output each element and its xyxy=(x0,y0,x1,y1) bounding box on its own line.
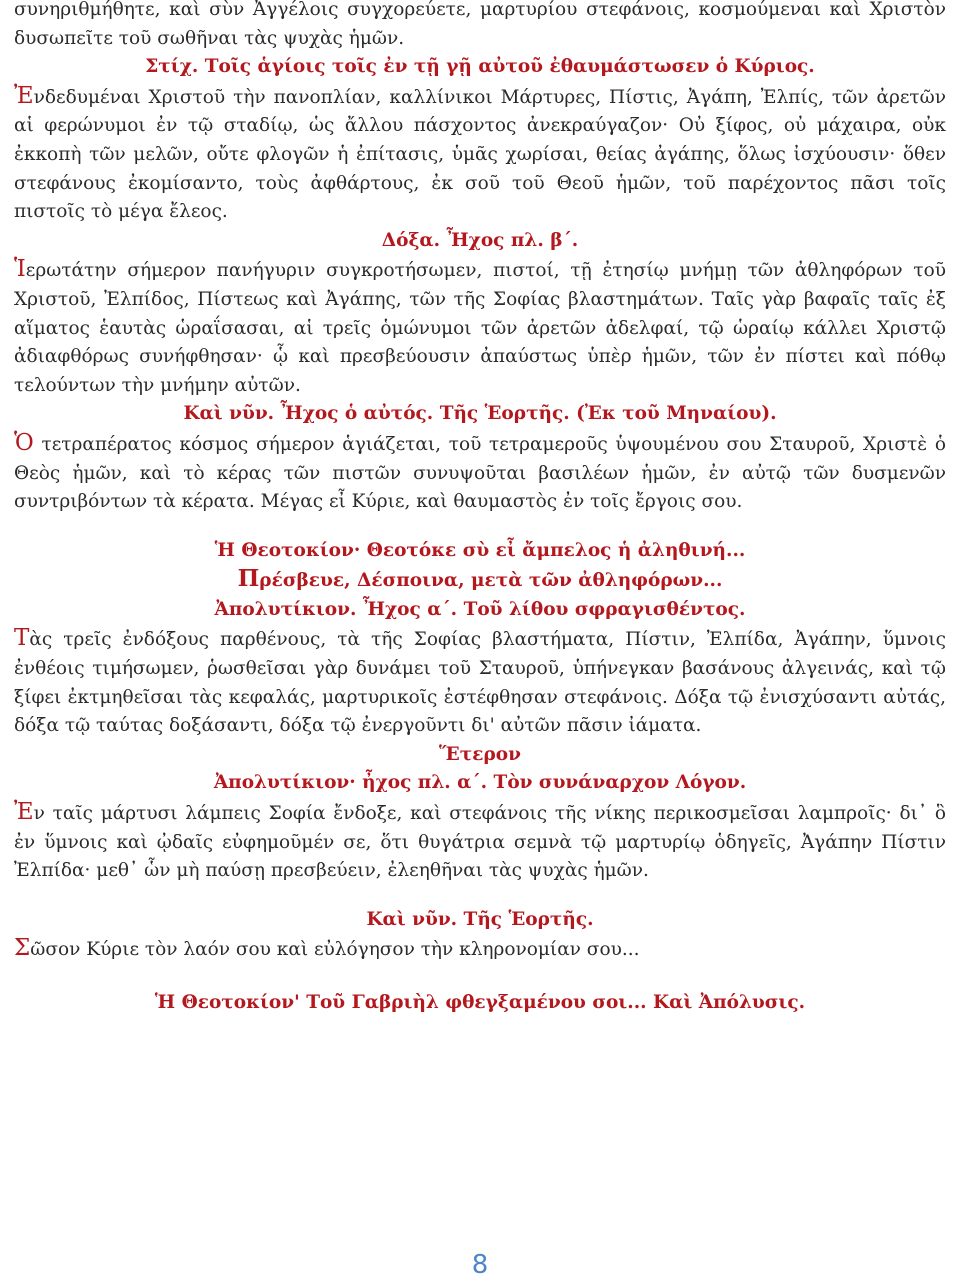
drop-initial: Ἐ xyxy=(14,82,34,109)
spacer xyxy=(14,965,946,989)
rubric-heading: Στίχ. Τοῖς ἁγίοις τοῖς ἐν τῇ γῇ αὐτοῦ ἐθαυμάστωσεν ὁ Κύριος. xyxy=(145,56,815,78)
rubric-heading: Δόξα. Ἦχος πλ. β΄. xyxy=(381,229,579,251)
rubric-heading: Ἀπολυτίκιον· ἦχος πλ. α΄. Τὸν συνάναρχον Λόγον. xyxy=(213,772,747,794)
drop-initial: Ἱ xyxy=(14,256,26,283)
drop-initial: Ἐ xyxy=(14,799,34,826)
rubric-heading: Πρέσβευε, Δέσποινα, μετὰ τῶν ἀθληφόρων... xyxy=(237,565,723,593)
text-paragraph: Σῶσον Κύριε τὸν λαόν σου καὶ εὐλόγησον τὴν κληρονομίαν σου... xyxy=(14,935,640,962)
spacer xyxy=(14,517,946,537)
text-paragraph: Τὰς τρεῖς ἐνδόξους παρθένους, τὰ τῆς Σοφίας βλαστήματα, Πίστιν, Ἐλπίδα, Ἀγάπην, ὕμνοις ἐνθέοις τιμήσωμεν, ῥωσθεῖσαι γὰρ δυνάμει τοῦ Σταυροῦ, ὑπήνεγκαν βασάνους ἀλγεινάς, καὶ τῷ ξίφει ἐκτμηθεῖσαι τὰς κεφαλάς, μαρτυρικοῖς ἐστέφθησαν στεφάνοις. Δόξα τῷ ἐνισχύσαντι αὐτάς, δόξα τῷ ταύτας δοξάσαντι, δόξα τῷ ἐνεργοῦντι δι' αὐτῶν πᾶσιν ἰάματα. xyxy=(14,625,946,737)
text-paragraph: Ἱερωτάτην σήμερον πανήγυριν συγκροτήσωμεν, πιστοί, τῇ ἐτησίῳ μνήμῃ τῶν ἀθληφόρων τοῦ Χριστοῦ, Ἐλπίδος, Πίστεως καὶ Ἀγάπης, τῶν τῆς Σοφίας βλαστημάτων. Ταῖς γὰρ βαφαῖς ταῖς ἐξ αἵματος ἑαυτὰς ὡραΐσασαι, αἱ τρεῖς ὁμώνυμοι τῶν ἀρετῶν ἀδελφαί, τῷ ὡραίῳ κάλλει Χριστῷ ἀδιαφθόρως συνήφθησαν· ᾧ καὶ πρεσβεύουσιν ἀπαύστως ὑπὲρ ἡμῶν, τῶν ἐν πίστει καὶ πόθῳ τελούντων τὴν μνήμην αὐτῶν. xyxy=(14,256,946,396)
page-number: 8 xyxy=(471,1250,489,1280)
text-paragraph: συνηριθμήθητε, καὶ σὺν Ἀγγέλοις συγχορεύετε, μαρτυρίου στεφάνοις, κοσμούμεναι καὶ Χριστὸν δυσωπεῖτε τοῦ σωθῆναι τὰς ψυχὰς ἡμῶν. xyxy=(14,0,946,49)
rubric-heading: Ἀπολυτίκιον. Ἦχος α΄. Τοῦ λίθου σφραγισθέντος. xyxy=(214,598,746,620)
text-paragraph: Ἐνδεδυμέναι Χριστοῦ τὴν πανοπλίαν, καλλίνικοι Μάρτυρες, Πίστις, Ἀγάπη, Ἐλπίς, τῶν ἀρετῶν αἱ φερώνυμοι ἐν τῷ σταδίῳ, ὡς ἄλλου πάσχοντος ἀνεκραύγαζον· Οὐ ξίφος, οὐ μάχαιρα, οὐκ ἐκκοπὴ τῶν μελῶν, οὔτε φλογῶν ἡ ἐπίτασις, ὑμᾶς χωρίσαι, θείας ἀγάπης, ὅλως ἰσχύουσιν· ὅθεν στεφάνους ἐκομίσαντο, τοὺς ἀφθάρτους, ἐκ σοῦ τοῦ Θεοῦ ἡμῶν, τοῦ παρέχοντος πᾶσι τοῖς πιστοῖς τὸ μέγα ἔλεος. xyxy=(14,82,946,223)
text-paragraph: Ἐν ταῖς μάρτυσι λάμπεις Σοφία ἔνδοξε, καὶ στεφάνοις τῆς νίκης περικοσμεῖσαι λαμπροῖς· δι᾽ ὃ ἐν ὕμνοις καὶ ᾠδαῖς εὐφημοῦμέν σε, ὅτι θυγάτρια σεμνὰ τῷ μαρτυρίῳ ὁδηγεῖς, Ἀγάπην Πίστιν Ἐλπίδα· μεθ᾽ ὧν μὴ παύσῃ πρεσβεύειν, ἐλεηθῆναι τὰς ψυχὰς ἡμῶν. xyxy=(14,799,946,882)
rubric-heading: Ἡ Θεοτοκίον· Θεοτόκε σὺ εἶ ἄμπελος ἡ ἀληθινή... xyxy=(214,539,746,561)
page-body xyxy=(14,0,946,1018)
rubric-heading: Καὶ νῦν. Τῆς Ἑορτῆς. xyxy=(366,908,594,930)
text-paragraph: Ὁ τετραπέρατος κόσμος σήμερον ἁγιάζεται, τοῦ τετραμεροῦς ὑψουμένου σου Σταυροῦ, Χριστὲ ὁ Θεὸς ἡμῶν, καὶ τὸ κέρας τῶν πιστῶν συνυψοῦται βασιλέων ἡμῶν, ἐν αὐτῷ τῶν δυσμενῶν συντριβόντων τὰ κέρατα. Μέγας εἶ Κύριε, καὶ θαυμαστὸς ἐν τοῖς ἔργοις σου. xyxy=(14,429,946,513)
drop-initial: Τ xyxy=(14,625,30,652)
spacer xyxy=(14,886,946,906)
rubric-heading: Ἡ Θεοτοκίον' Τοῦ Γαβριὴλ φθεγξαμένου σοι... Καὶ Ἀπόλυσις. xyxy=(154,992,806,1013)
rubric-heading: Καὶ νῦν. Ἦχος ὁ αὐτός. Τῆς Ἑορτῆς. (Ἐκ τοῦ Μηναίου). xyxy=(183,403,777,425)
drop-initial: Π xyxy=(237,565,260,593)
drop-initial: Σ xyxy=(14,935,31,962)
drop-initial: Ὁ xyxy=(14,429,34,456)
rubric-heading: Ἕτερον xyxy=(439,743,521,765)
